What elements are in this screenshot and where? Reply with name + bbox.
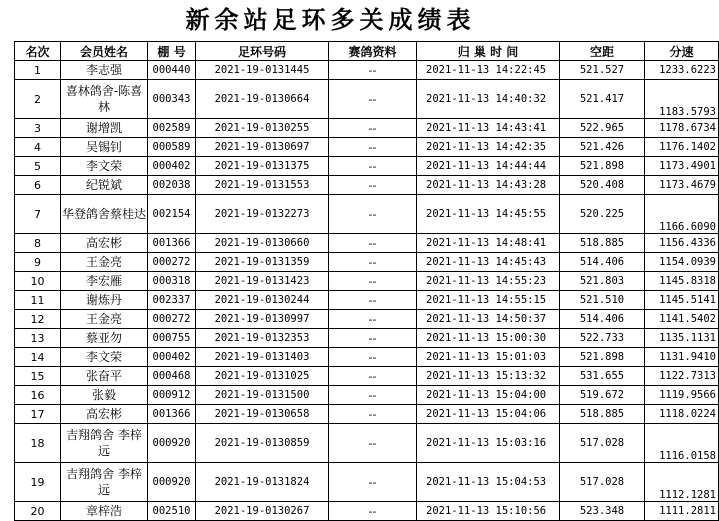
ring-number-cell: 2021-19-0130244 — [196, 291, 329, 310]
pigeon-info-cell: -- — [329, 157, 417, 176]
col-header-rank: 名次 — [15, 42, 61, 61]
member-name-cell: 王金亮 — [61, 253, 148, 272]
ring-number-cell: 2021-19-0132273 — [196, 195, 329, 234]
speed-cell: 1166.6090 — [645, 195, 719, 234]
speed-cell: 1118.0224 — [645, 405, 719, 424]
table-row — [15, 195, 719, 234]
pigeon-info-cell: -- — [329, 80, 417, 119]
ring-number-cell: 2021-19-0130859 — [196, 424, 329, 463]
pigeon-info-cell: -- — [329, 61, 417, 80]
arrival-time-cell: 2021-11-13 15:04:53 — [417, 463, 560, 502]
distance-cell: 517.028 — [560, 424, 645, 463]
distance-cell: 531.655 — [560, 367, 645, 386]
loft-number-cell: 000343 — [148, 80, 196, 119]
rank-cell: 14 — [15, 348, 61, 367]
distance-cell: 521.426 — [560, 138, 645, 157]
arrival-time-cell: 2021-11-13 14:44:44 — [417, 157, 560, 176]
member-name-cell: 李宏雁 — [61, 272, 148, 291]
member-name-cell: 吴锡钊 — [61, 138, 148, 157]
pigeon-info-cell: -- — [329, 405, 417, 424]
arrival-time-cell: 2021-11-13 14:43:28 — [417, 176, 560, 195]
header-row — [15, 42, 719, 61]
loft-number-cell: 000468 — [148, 367, 196, 386]
rank-cell: 8 — [15, 234, 61, 253]
ring-number-cell: 2021-19-0130660 — [196, 234, 329, 253]
arrival-time-cell: 2021-11-13 15:04:06 — [417, 405, 560, 424]
rank-cell: 12 — [15, 310, 61, 329]
arrival-time-cell: 2021-11-13 15:04:00 — [417, 386, 560, 405]
table-row — [15, 157, 719, 176]
arrival-time-cell: 2021-11-13 14:42:35 — [417, 138, 560, 157]
distance-cell: 514.406 — [560, 310, 645, 329]
table-row — [15, 405, 719, 424]
pigeon-info-cell: -- — [329, 502, 417, 521]
arrival-time-cell: 2021-11-13 15:03:16 — [417, 424, 560, 463]
table-row — [15, 310, 719, 329]
distance-cell: 521.527 — [560, 61, 645, 80]
distance-cell: 517.028 — [560, 463, 645, 502]
member-name-cell: 吉翔鸽舍 李梓远 — [61, 424, 148, 463]
member-name-cell: 章梓浩 — [61, 502, 148, 521]
speed-cell: 1154.0939 — [645, 253, 719, 272]
speed-cell: 1173.4901 — [645, 157, 719, 176]
member-name-cell: 王金亮 — [61, 310, 148, 329]
arrival-time-cell: 2021-11-13 14:45:55 — [417, 195, 560, 234]
member-name-cell: 高宏彬 — [61, 405, 148, 424]
speed-cell: 1145.5141 — [645, 291, 719, 310]
distance-cell: 521.510 — [560, 291, 645, 310]
col-header-distance: 空距 — [560, 42, 645, 61]
member-name-cell: 吉翔鸽舍 李梓远 — [61, 463, 148, 502]
member-name-cell: 谢炼丹 — [61, 291, 148, 310]
ring-number-cell: 2021-19-0131403 — [196, 348, 329, 367]
loft-number-cell: 002154 — [148, 195, 196, 234]
ring-number-cell: 2021-19-0131445 — [196, 61, 329, 80]
rank-cell: 19 — [15, 463, 61, 502]
arrival-time-cell: 2021-11-13 14:50:37 — [417, 310, 560, 329]
member-name-cell: 华登鸽舍蔡桂达 — [61, 195, 148, 234]
loft-number-cell: 002337 — [148, 291, 196, 310]
ring-number-cell: 2021-19-0130267 — [196, 502, 329, 521]
loft-number-cell: 000440 — [148, 61, 196, 80]
rank-cell: 3 — [15, 119, 61, 138]
pigeon-info-cell: -- — [329, 234, 417, 253]
table-row — [15, 176, 719, 195]
table-row — [15, 253, 719, 272]
member-name-cell: 蔡亚勿 — [61, 329, 148, 348]
distance-cell: 522.965 — [560, 119, 645, 138]
arrival-time-cell: 2021-11-13 14:40:32 — [417, 80, 560, 119]
speed-cell: 1176.1402 — [645, 138, 719, 157]
pigeon-info-cell: -- — [329, 291, 417, 310]
member-name-cell: 喜林鸽舍-陈喜林 — [61, 80, 148, 119]
ring-number-cell: 2021-19-0131500 — [196, 386, 329, 405]
arrival-time-cell: 2021-11-13 14:48:41 — [417, 234, 560, 253]
pigeon-info-cell: -- — [329, 119, 417, 138]
distance-cell: 520.408 — [560, 176, 645, 195]
loft-number-cell: 002038 — [148, 176, 196, 195]
speed-cell: 1145.8318 — [645, 272, 719, 291]
member-name-cell: 谢增凯 — [61, 119, 148, 138]
ring-number-cell: 2021-19-0130997 — [196, 310, 329, 329]
arrival-time-cell: 2021-11-13 15:13:32 — [417, 367, 560, 386]
member-name-cell: 高宏彬 — [61, 234, 148, 253]
ring-number-cell: 2021-19-0131553 — [196, 176, 329, 195]
loft-number-cell: 001366 — [148, 405, 196, 424]
ring-number-cell: 2021-19-0131423 — [196, 272, 329, 291]
col-header-speed: 分速 — [645, 42, 719, 61]
member-name-cell: 李志强 — [61, 61, 148, 80]
pigeon-info-cell: -- — [329, 348, 417, 367]
pigeon-info-cell: -- — [329, 424, 417, 463]
loft-number-cell: 000272 — [148, 310, 196, 329]
pigeon-info-cell: -- — [329, 367, 417, 386]
rank-cell: 13 — [15, 329, 61, 348]
arrival-time-cell: 2021-11-13 14:55:15 — [417, 291, 560, 310]
rank-cell: 18 — [15, 424, 61, 463]
table-row — [15, 291, 719, 310]
speed-cell: 1122.7313 — [645, 367, 719, 386]
distance-cell: 518.885 — [560, 405, 645, 424]
speed-cell: 1116.0158 — [645, 424, 719, 463]
arrival-time-cell: 2021-11-13 15:00:30 — [417, 329, 560, 348]
distance-cell: 522.733 — [560, 329, 645, 348]
col-header-ring: 足环号码 — [196, 42, 329, 61]
distance-cell: 514.406 — [560, 253, 645, 272]
distance-cell: 521.898 — [560, 157, 645, 176]
distance-cell: 523.348 — [560, 502, 645, 521]
table-row — [15, 367, 719, 386]
loft-number-cell: 002589 — [148, 119, 196, 138]
pigeon-info-cell: -- — [329, 386, 417, 405]
distance-cell: 519.672 — [560, 386, 645, 405]
member-name-cell: 张毅 — [61, 386, 148, 405]
rank-cell: 20 — [15, 502, 61, 521]
rank-cell: 6 — [15, 176, 61, 195]
table-row — [15, 348, 719, 367]
table-row — [15, 424, 719, 463]
pigeon-info-cell: -- — [329, 463, 417, 502]
ring-number-cell: 2021-19-0130658 — [196, 405, 329, 424]
table-row — [15, 329, 719, 348]
speed-cell: 1156.4336 — [645, 234, 719, 253]
ring-number-cell: 2021-19-0131375 — [196, 157, 329, 176]
rank-cell: 15 — [15, 367, 61, 386]
speed-cell: 1119.9566 — [645, 386, 719, 405]
col-header-name: 会员姓名 — [61, 42, 148, 61]
speed-cell: 1111.2811 — [645, 502, 719, 521]
arrival-time-cell: 2021-11-13 14:43:41 — [417, 119, 560, 138]
loft-number-cell: 000402 — [148, 348, 196, 367]
ring-number-cell: 2021-19-0131824 — [196, 463, 329, 502]
table-row — [15, 80, 719, 119]
page-title: 新余站足环多关成绩表 — [185, 5, 476, 34]
distance-cell: 521.898 — [560, 348, 645, 367]
loft-number-cell: 000920 — [148, 463, 196, 502]
table-body — [15, 61, 719, 521]
distance-cell: 520.225 — [560, 195, 645, 234]
pigeon-info-cell: -- — [329, 272, 417, 291]
rank-cell: 7 — [15, 195, 61, 234]
ring-number-cell: 2021-19-0131025 — [196, 367, 329, 386]
distance-cell: 518.885 — [560, 234, 645, 253]
member-name-cell: 纪锐斌 — [61, 176, 148, 195]
col-header-time: 归 巢 时 间 — [417, 42, 560, 61]
table-row — [15, 119, 719, 138]
loft-number-cell: 000755 — [148, 329, 196, 348]
arrival-time-cell: 2021-11-13 15:10:56 — [417, 502, 560, 521]
rank-cell: 11 — [15, 291, 61, 310]
rank-cell: 5 — [15, 157, 61, 176]
member-name-cell: 李文荣 — [61, 348, 148, 367]
loft-number-cell: 000402 — [148, 157, 196, 176]
pigeon-info-cell: -- — [329, 329, 417, 348]
pigeon-info-cell: -- — [329, 138, 417, 157]
ring-number-cell: 2021-19-0131359 — [196, 253, 329, 272]
table-row — [15, 386, 719, 405]
speed-cell: 1135.1131 — [645, 329, 719, 348]
ring-number-cell: 2021-19-0130664 — [196, 80, 329, 119]
speed-cell: 1178.6734 — [645, 119, 719, 138]
rank-cell: 4 — [15, 138, 61, 157]
pigeon-info-cell: -- — [329, 310, 417, 329]
col-header-info: 赛鸽资料 — [329, 42, 417, 61]
loft-number-cell: 002510 — [148, 502, 196, 521]
speed-cell: 1131.9410 — [645, 348, 719, 367]
arrival-time-cell: 2021-11-13 15:01:03 — [417, 348, 560, 367]
table-row — [15, 61, 719, 80]
arrival-time-cell: 2021-11-13 14:55:23 — [417, 272, 560, 291]
speed-cell: 1233.6223 — [645, 61, 719, 80]
loft-number-cell: 000272 — [148, 253, 196, 272]
table-row — [15, 272, 719, 291]
loft-number-cell: 000920 — [148, 424, 196, 463]
rank-cell: 1 — [15, 61, 61, 80]
rank-cell: 9 — [15, 253, 61, 272]
pigeon-info-cell: -- — [329, 195, 417, 234]
member-name-cell: 李文荣 — [61, 157, 148, 176]
results-table — [14, 41, 719, 521]
ring-number-cell: 2021-19-0130255 — [196, 119, 329, 138]
loft-number-cell: 001366 — [148, 234, 196, 253]
ring-number-cell: 2021-19-0130697 — [196, 138, 329, 157]
distance-cell: 521.803 — [560, 272, 645, 291]
rank-cell: 17 — [15, 405, 61, 424]
table-row — [15, 502, 719, 521]
loft-number-cell: 000589 — [148, 138, 196, 157]
member-name-cell: 张奋平 — [61, 367, 148, 386]
speed-cell: 1141.5402 — [645, 310, 719, 329]
loft-number-cell: 000912 — [148, 386, 196, 405]
speed-cell: 1173.4679 — [645, 176, 719, 195]
speed-cell: 1112.1281 — [645, 463, 719, 502]
distance-cell: 521.417 — [560, 80, 645, 119]
rank-cell: 10 — [15, 272, 61, 291]
table-row — [15, 234, 719, 253]
table-row — [15, 463, 719, 502]
arrival-time-cell: 2021-11-13 14:22:45 — [417, 61, 560, 80]
col-header-loft: 棚 号 — [148, 42, 196, 61]
loft-number-cell: 000318 — [148, 272, 196, 291]
arrival-time-cell: 2021-11-13 14:45:43 — [417, 253, 560, 272]
pigeon-info-cell: -- — [329, 176, 417, 195]
rank-cell: 16 — [15, 386, 61, 405]
table-row — [15, 138, 719, 157]
ring-number-cell: 2021-19-0132353 — [196, 329, 329, 348]
pigeon-info-cell: -- — [329, 253, 417, 272]
speed-cell: 1183.5793 — [645, 80, 719, 119]
rank-cell: 2 — [15, 80, 61, 119]
